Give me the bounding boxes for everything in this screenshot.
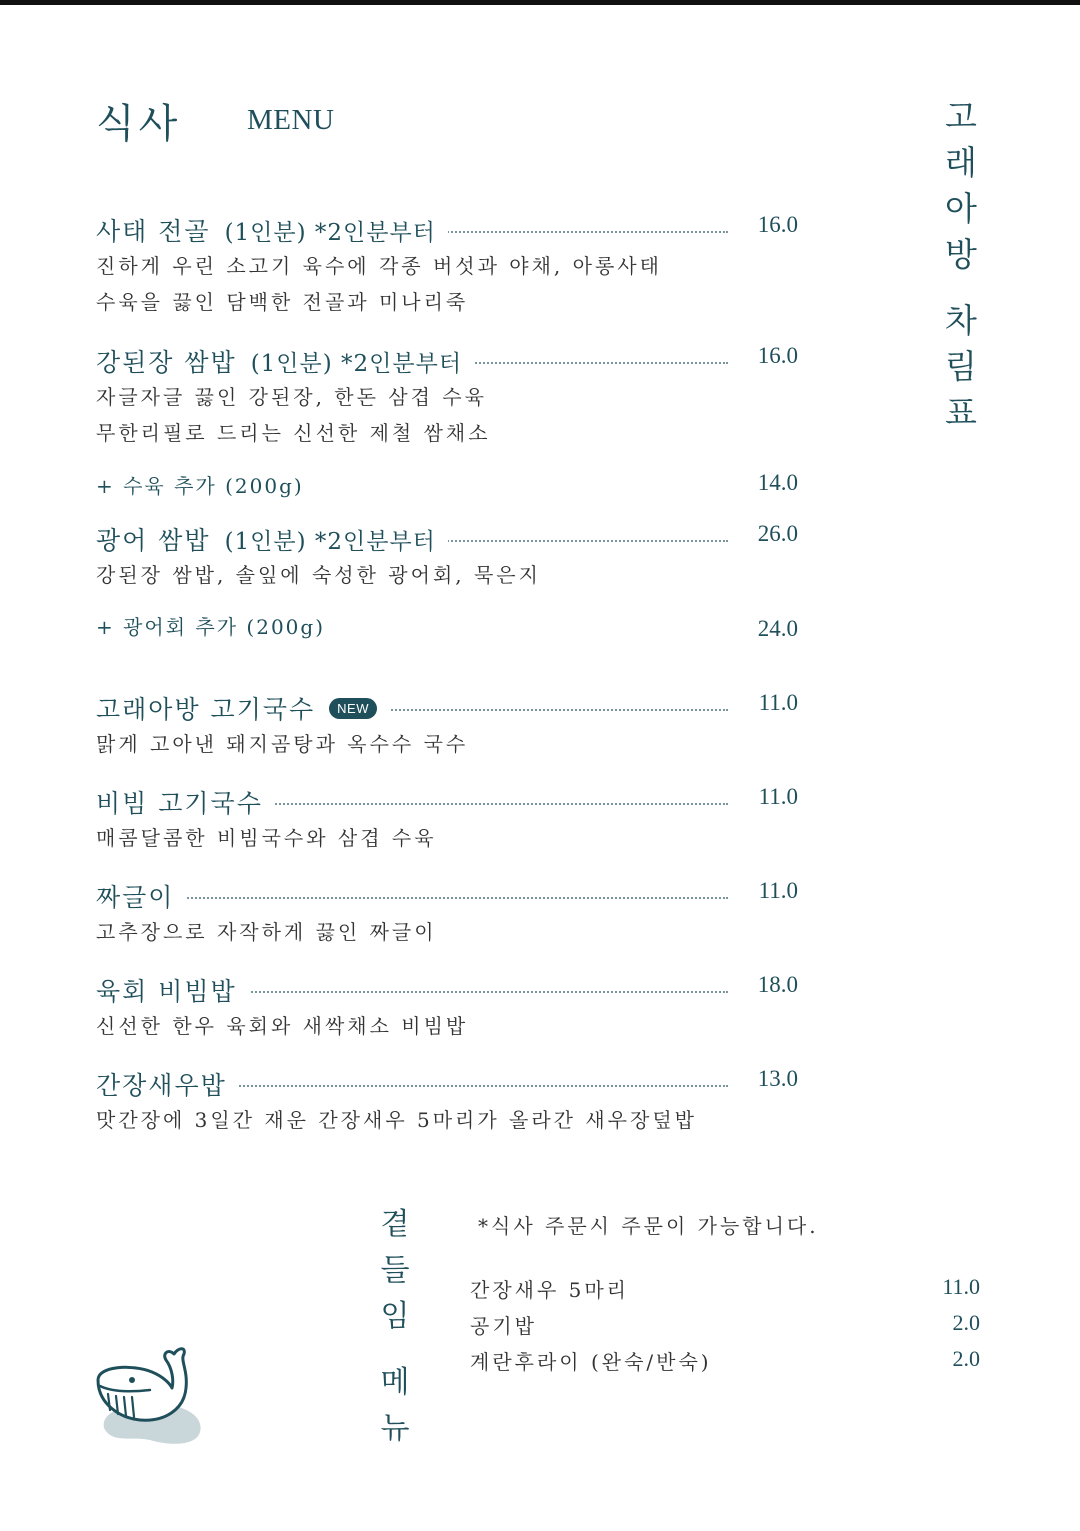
- item-price: 11.0: [745, 878, 798, 904]
- item-price: 18.0: [744, 972, 798, 998]
- side-title-char: 고: [945, 97, 977, 136]
- item-name: 짜글이: [96, 883, 175, 912]
- side-item-name: 공기밥: [470, 1314, 537, 1338]
- side-menu-char: 들: [380, 1253, 410, 1288]
- item-desc: 매콤달콤한 비빔국수와 삼겹 수육: [96, 826, 437, 850]
- item-name: 강된장 쌈밥: [96, 348, 237, 377]
- top-border: [0, 0, 1080, 5]
- item-price: 26.0: [744, 521, 798, 547]
- menu-item: [96, 690, 798, 762]
- side-menu-char: 곁: [380, 1207, 410, 1242]
- addon-price: 24.0: [757, 616, 798, 641]
- item-price: 11.0: [745, 784, 798, 810]
- item-desc: 수육을 끓인 담백한 전골과 미나리죽: [96, 290, 469, 314]
- addon-row: [96, 470, 798, 499]
- addon-row: [96, 611, 798, 640]
- side-title-char: 방: [945, 235, 977, 274]
- item-suffix: (1인분) *2인분부터: [224, 528, 436, 555]
- item-suffix: (1인분) *2인분부터: [224, 219, 436, 246]
- side-title-char: 표: [945, 393, 977, 432]
- dot-leader: [96, 897, 728, 899]
- item-desc: 강된장 쌈밥, 솔잎에 숙성한 광어회, 묵은지: [96, 563, 541, 587]
- side-title-char: 래: [945, 143, 977, 182]
- whale-icon: [92, 1340, 208, 1450]
- item-desc: 신선한 한우 육회와 새싹채소 비빔밥: [96, 1014, 469, 1038]
- item-desc: 자글자글 끓인 강된장, 한돈 삼겹 수육: [96, 385, 487, 409]
- menu-item: [96, 1066, 798, 1138]
- item-desc: 진하게 우린 소고기 육수에 각종 버섯과 야채, 아롱사태: [96, 254, 662, 278]
- side-menu-char: 뉴: [380, 1411, 410, 1446]
- item-name: 간장새우밥: [96, 1071, 227, 1100]
- side-menu-row: [470, 1274, 980, 1303]
- side-title-char: 아: [945, 189, 977, 228]
- item-price: 16.0: [744, 212, 798, 238]
- item-suffix: (1인분) *2인분부터: [250, 350, 463, 377]
- side-menu-char: 메: [380, 1365, 410, 1400]
- menu-item: [96, 972, 798, 1044]
- menu-item: [96, 784, 798, 856]
- page-subtitle: MENU: [247, 104, 335, 136]
- addon-label: + 수육 추가 (200g): [96, 474, 304, 498]
- addon-label: + 광어회 추가 (200g): [96, 615, 326, 639]
- side-menu-row: [470, 1346, 980, 1375]
- menu-item: [96, 878, 798, 950]
- new-badge: NEW: [329, 698, 377, 719]
- item-price: 11.0: [745, 690, 798, 716]
- item-name: 고래아방 고기국수: [96, 695, 316, 724]
- item-desc: 맑게 고아낸 돼지곰탕과 옥수수 국수: [96, 732, 469, 756]
- item-name: 사태 전골: [96, 217, 211, 246]
- side-menu-note: *식사 주문시 주문이 가능합니다.: [478, 1214, 819, 1238]
- side-item-name: 간장새우 5마리: [470, 1278, 630, 1302]
- item-price: 16.0: [744, 343, 798, 369]
- side-menu-row: [470, 1310, 980, 1339]
- side-item-price: 11.0: [942, 1274, 980, 1299]
- item-name: 비빔 고기국수: [96, 789, 263, 818]
- menu-item: [96, 521, 798, 593]
- item-name: 육회 비빔밥: [96, 977, 237, 1006]
- page-title: 식사: [96, 101, 182, 147]
- side-item-price: 2.0: [952, 1346, 980, 1371]
- addon-price: 14.0: [757, 470, 798, 495]
- menu-item: [96, 212, 798, 320]
- menu-item: [96, 343, 798, 451]
- item-desc: 맛간장에 3일간 재운 간장새우 5마리가 올라간 새우장덮밥: [96, 1108, 697, 1132]
- item-desc: 고추장으로 자작하게 끓인 짜글이: [96, 920, 437, 944]
- item-name: 광어 쌈밥: [96, 526, 211, 555]
- side-title-char: 차: [945, 301, 977, 340]
- side-item-price: 2.0: [952, 1310, 980, 1335]
- item-price: 13.0: [744, 1066, 798, 1092]
- side-menu-char: 임: [380, 1299, 410, 1334]
- side-title-vertical: [941, 97, 981, 442]
- item-desc: 무한리필로 드리는 신선한 제철 쌈채소: [96, 421, 491, 445]
- side-menu-title: [375, 1207, 415, 1460]
- side-title-char: 림: [945, 347, 977, 386]
- side-item-name: 계란후라이 (완숙/반숙): [470, 1350, 712, 1374]
